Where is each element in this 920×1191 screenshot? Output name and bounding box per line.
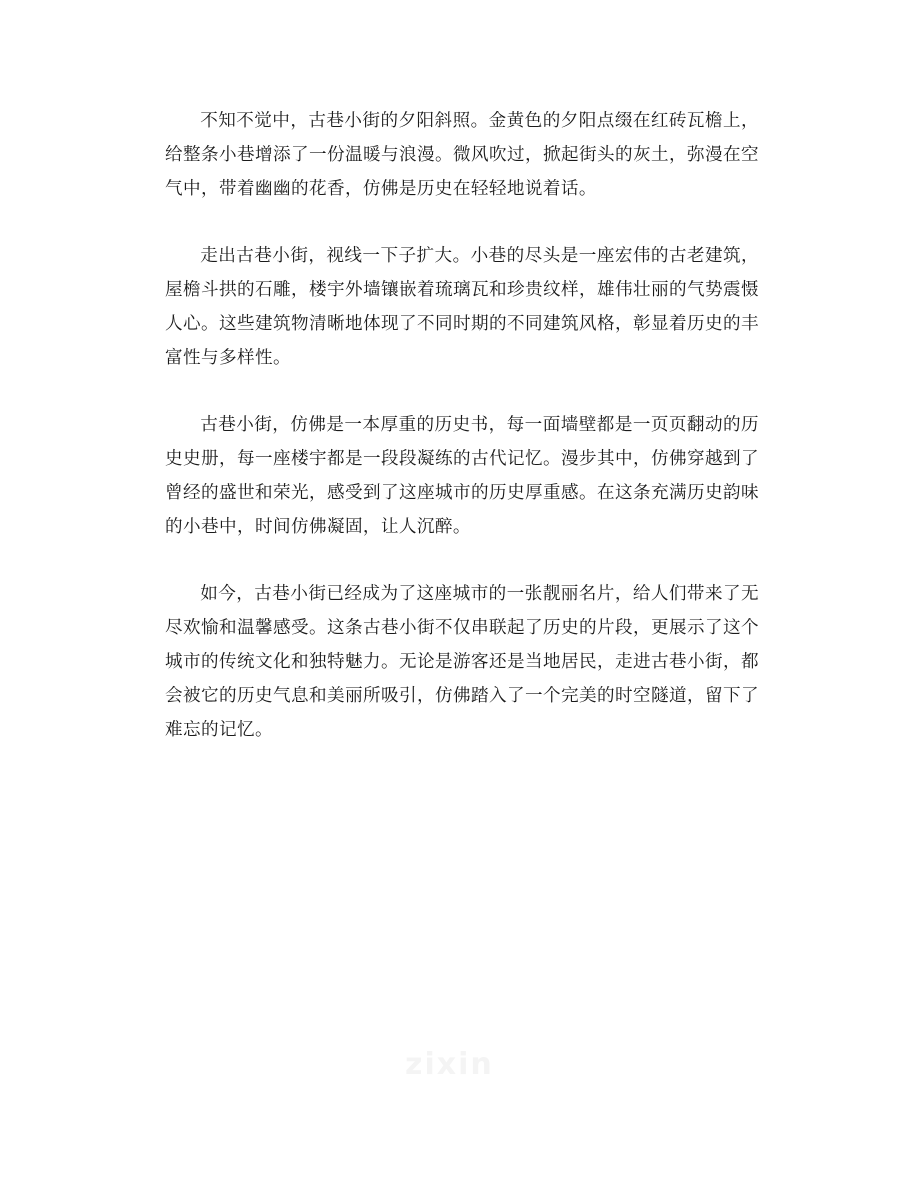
paragraph-4: 如今，古巷小街已经成为了这座城市的一张靓丽名片，给人们带来了无尽欢愉和温馨感受。这条古巷小街不仅串联起了历史的片段，更展示了这个城市的传统文化和独特魅力。无论是游客还是当地居民，走进古巷小街，都会被它的历史气息和美丽所吸引，仿佛踏入了一个完美的时空隧道，留下了难忘的记忆。: [165, 584, 759, 740]
watermark: zixin: [405, 1047, 494, 1082]
paragraph-2: 走出古巷小街，视线一下子扩大。小巷的尽头是一座宏伟的古老建筑，屋檐斗拱的石雕，楼宇外墙镶嵌着琉璃瓦和珍贵纹样，雄伟壮丽的气势震慑人心。这些建筑物清晰地体现了不同时期的不同建筑风格，彰显着历史的丰富性与多样性。: [165, 246, 759, 368]
paragraph-1: 不知不觉中，古巷小街的夕阳斜照。金黄色的夕阳点缀在红砖瓦檐上，给整条小巷增添了一份温暖与浪漫。微风吹过，掀起街头的灰土，弥漫在空气中，带着幽幽的花香，仿佛是历史在轻轻地说着话。: [165, 111, 759, 199]
document-page: [165, 104, 759, 780]
paragraph-3: 古巷小街，仿佛是一本厚重的历史书，每一面墙壁都是一页页翻动的历史史册，每一座楼宇都是一段段凝练的古代记忆。漫步其中，仿佛穿越到了曾经的盛世和荣光，感受到了这座城市的历史厚重感。在这条充满历史韵味的小巷中，时间仿佛凝固，让人沉醉。: [165, 415, 759, 537]
